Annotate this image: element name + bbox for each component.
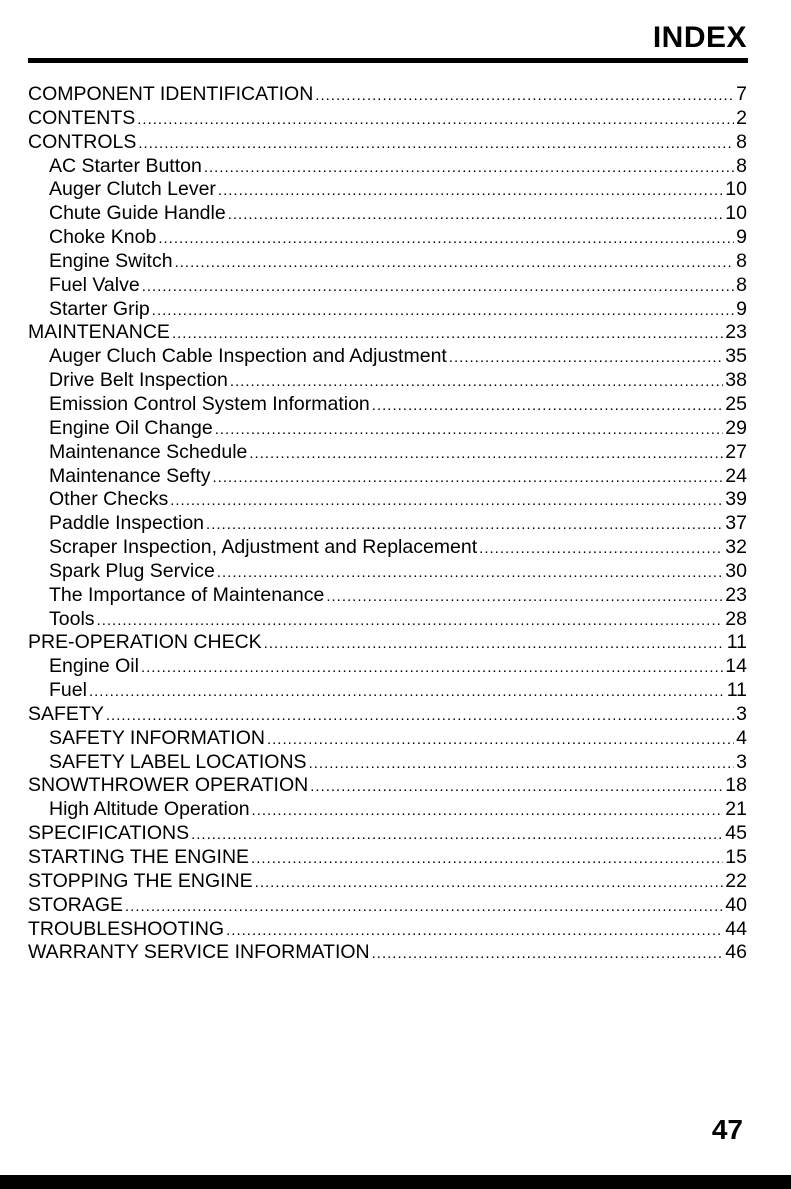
dot-leader xyxy=(158,227,734,251)
entry-page-number: 25 xyxy=(725,392,747,415)
entry-label: MAINTENANCE xyxy=(28,321,170,344)
index-subentry xyxy=(28,584,747,608)
entry-page-number: 22 xyxy=(725,869,747,892)
entry-page-number: 38 xyxy=(725,369,747,392)
index-subentry xyxy=(28,488,747,512)
index-subentry xyxy=(28,512,747,536)
dot-leader xyxy=(315,84,734,108)
entry-label: TROUBLESHOOTING xyxy=(28,917,225,940)
entry-label: Drive Belt Inspection xyxy=(49,369,228,392)
index-entry xyxy=(28,846,747,870)
entry-page-number: 39 xyxy=(725,488,747,511)
dot-leader xyxy=(152,299,734,323)
page-number: 47 xyxy=(711,1114,743,1145)
dot-leader xyxy=(125,895,723,919)
dot-leader xyxy=(137,108,734,132)
dot-leader xyxy=(204,156,734,180)
dot-leader xyxy=(372,942,724,966)
index-subentry xyxy=(28,274,747,298)
entry-label: STORAGE xyxy=(28,893,123,916)
entry-page-number: 14 xyxy=(725,655,747,678)
index-subentry xyxy=(28,369,747,393)
entry-label: Maintenance Schedule xyxy=(49,440,248,463)
index-list xyxy=(28,83,747,965)
dot-leader xyxy=(310,775,723,799)
index-subentry xyxy=(28,655,747,679)
entry-label: SAFETY INFORMATION xyxy=(49,726,265,749)
entry-page-number: 8 xyxy=(736,249,747,272)
entry-page-number: 23 xyxy=(725,321,747,344)
index-subentry xyxy=(28,178,747,202)
entry-label: Fuel Valve xyxy=(49,273,140,296)
index-subentry xyxy=(28,536,747,560)
index-subentry xyxy=(28,393,747,417)
entry-page-number: 21 xyxy=(725,798,747,821)
entry-page-number: 46 xyxy=(725,941,747,964)
entry-page-number: 7 xyxy=(736,83,747,105)
entry-label: Fuel xyxy=(49,679,87,702)
entry-page-number: 40 xyxy=(725,893,747,916)
dot-leader xyxy=(172,322,723,346)
index-subentry xyxy=(28,417,747,441)
index-subentry xyxy=(28,345,747,369)
index-entry xyxy=(28,631,747,655)
index-entry xyxy=(28,107,747,131)
entry-page-number: 35 xyxy=(725,345,747,368)
entry-page-number: 4 xyxy=(736,726,747,749)
dot-leader xyxy=(97,609,724,633)
entry-label: AC Starter Button xyxy=(49,154,202,177)
dot-leader xyxy=(217,561,723,585)
index-entry xyxy=(28,918,747,942)
entry-page-number: 30 xyxy=(725,559,747,582)
index-entry xyxy=(28,822,747,846)
entry-label: PRE-OPERATION CHECK xyxy=(28,631,262,654)
entry-page-number: 8 xyxy=(736,154,747,177)
dot-leader xyxy=(230,370,723,394)
dot-leader xyxy=(372,394,724,418)
entry-label: Spark Plug Service xyxy=(49,559,215,582)
entry-label: SPECIFICATIONS xyxy=(28,822,190,845)
index-subentry xyxy=(28,798,747,822)
entry-label: High Altitude Operation xyxy=(49,798,250,821)
index-subentry xyxy=(28,202,747,226)
entry-page-number: 2 xyxy=(736,106,747,129)
index-entry xyxy=(28,894,747,918)
entry-page-number: 3 xyxy=(736,702,747,725)
dot-leader xyxy=(106,704,734,728)
index-subentry xyxy=(28,679,747,703)
dot-leader xyxy=(228,203,724,227)
entry-label: CONTENTS xyxy=(28,106,136,129)
entry-label: SAFETY LABEL LOCATIONS xyxy=(49,750,307,773)
entry-label: Engine Oil xyxy=(49,655,139,678)
bottom-bar xyxy=(0,1175,791,1189)
dot-leader xyxy=(191,823,723,847)
entry-label: Emission Control System Information xyxy=(49,392,370,415)
entry-label: STARTING THE ENGINE xyxy=(28,846,250,868)
index-subentry xyxy=(28,465,747,489)
dot-leader xyxy=(226,919,723,943)
entry-page-number: 44 xyxy=(725,917,747,940)
entry-label: Starter Grip xyxy=(49,297,150,320)
page-title: INDEX xyxy=(652,21,747,54)
index-subentry xyxy=(28,608,747,632)
dot-leader xyxy=(138,132,734,156)
entry-label: Tools xyxy=(49,607,95,630)
entry-page-number: 24 xyxy=(725,464,747,487)
entry-page-number: 8 xyxy=(736,273,747,296)
entry-label: Other Checks xyxy=(49,488,169,511)
entry-label: STOPPING THE ENGINE xyxy=(28,869,253,892)
entry-page-number: 32 xyxy=(725,536,747,559)
entry-label: Paddle Inspection xyxy=(49,512,205,535)
entry-page-number: 10 xyxy=(725,178,747,201)
entry-page-number: 15 xyxy=(725,846,747,868)
index-entry xyxy=(28,870,747,894)
dot-leader xyxy=(170,489,723,513)
entry-label: The Importance of Maintenance xyxy=(49,583,325,606)
dot-leader xyxy=(252,799,724,823)
index-subentry xyxy=(28,441,747,465)
dot-leader xyxy=(213,466,724,490)
entry-page-number: 37 xyxy=(725,512,747,535)
index-entry xyxy=(28,774,747,798)
entry-label: Engine Switch xyxy=(49,249,173,272)
index-subentry xyxy=(28,250,747,274)
entry-page-number: 3 xyxy=(736,750,747,773)
dot-leader xyxy=(249,442,723,466)
index-subentry xyxy=(28,155,747,179)
entry-page-number: 27 xyxy=(725,440,747,463)
entry-label: SAFETY xyxy=(28,702,104,725)
title-rule xyxy=(28,58,748,63)
dot-leader xyxy=(449,346,723,370)
entry-page-number: 8 xyxy=(736,130,747,153)
entry-page-number: 9 xyxy=(736,226,747,249)
dot-leader xyxy=(267,728,734,752)
entry-label: Engine Oil Change xyxy=(49,416,213,439)
dot-leader xyxy=(141,656,723,680)
index-entry xyxy=(28,131,747,155)
entry-page-number: 10 xyxy=(725,202,747,225)
entry-page-number: 23 xyxy=(725,583,747,606)
index-subentry xyxy=(28,560,747,584)
entry-page-number: 11 xyxy=(726,631,747,654)
entry-page-number: 18 xyxy=(725,774,747,797)
entry-label: COMPONENT IDENTIFICATION xyxy=(28,83,314,105)
dot-leader xyxy=(218,179,723,203)
entry-page-number: 11 xyxy=(726,679,747,702)
entry-label: WARRANTY SERVICE INFORMATION xyxy=(28,941,370,964)
dot-leader xyxy=(89,680,725,704)
entry-page-number: 28 xyxy=(725,607,747,630)
dot-leader xyxy=(264,632,725,656)
entry-label: Auger Cluch Cable Inspection and Adjustment xyxy=(49,345,447,368)
dot-leader xyxy=(251,847,723,871)
entry-page-number: 45 xyxy=(725,822,747,845)
dot-leader xyxy=(175,251,735,275)
dot-leader xyxy=(255,871,724,895)
index-subentry xyxy=(28,751,747,775)
dot-leader xyxy=(309,752,735,776)
index-entry xyxy=(28,83,747,107)
index-subentry xyxy=(28,727,747,751)
entry-label: CONTROLS xyxy=(28,130,137,153)
entry-label: SNOWTHROWER OPERATION xyxy=(28,774,309,797)
entry-page-number: 29 xyxy=(725,416,747,439)
entry-label: Maintenance Sefty xyxy=(49,464,211,487)
dot-leader xyxy=(479,537,723,561)
index-entry xyxy=(28,941,747,965)
index-subentry xyxy=(28,226,747,250)
entry-label: Choke Knob xyxy=(49,226,157,249)
entry-label: Chute Guide Handle xyxy=(49,202,226,225)
dot-leader xyxy=(142,275,734,299)
index-entry xyxy=(28,321,747,345)
index-entry xyxy=(28,703,747,727)
dot-leader xyxy=(215,418,724,442)
entry-label: Auger Clutch Lever xyxy=(49,178,216,201)
entry-label: Scraper Inspection, Adjustment and Replacement xyxy=(49,536,478,559)
dot-leader xyxy=(326,585,723,609)
entry-page-number: 9 xyxy=(736,297,747,320)
index-subentry xyxy=(28,298,747,322)
dot-leader xyxy=(206,513,723,537)
